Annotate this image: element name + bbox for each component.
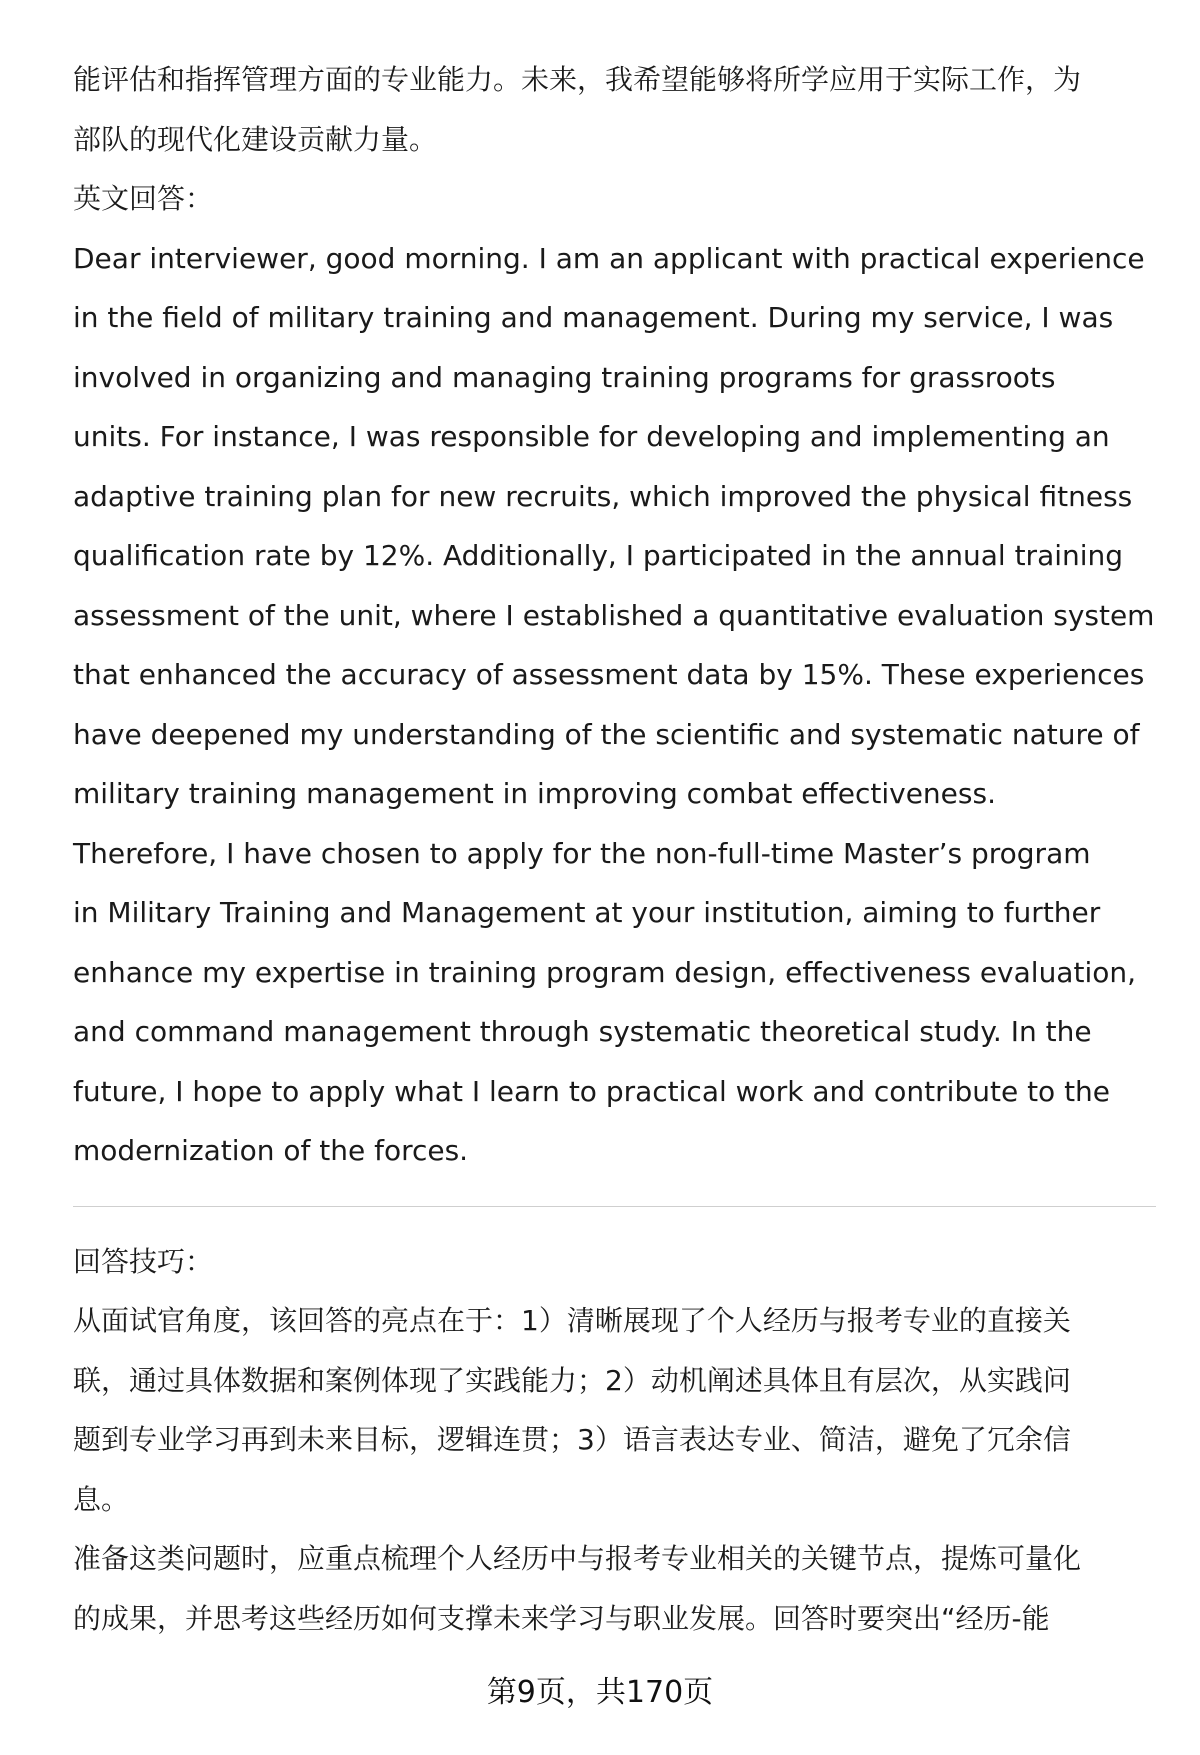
text-line: assessment of the unit, where I established a quantitative evaluation system <box>73 598 1155 632</box>
text-line: 的成果，并思考这些经历如何支撑未来学习与职业发展。回答时要突出“经历-能 <box>73 1601 1050 1635</box>
text-line: 准备这类问题时，应重点梳理个人经历中与报考专业相关的关键节点，提炼可量化 <box>73 1542 1082 1575</box>
page-number-footer: 第9页，共170页 <box>486 1675 714 1710</box>
text-line: in the field of military training and management. During my service, I was <box>73 301 1114 334</box>
section-heading: 英文回答： <box>73 182 214 215</box>
text-line: have deepened my understanding of the scientific and systematic nature of <box>73 717 1140 751</box>
text-line: adaptive training plan for new recruits, which improved the physical fitness <box>73 479 1133 513</box>
text-line: enhance my expertise in training program design, effectiveness evaluation, <box>73 955 1137 989</box>
english-answer-heading <box>73 169 1158 229</box>
text-line: 息。 <box>73 1482 130 1516</box>
chinese-answer-tail <box>73 50 1158 169</box>
text-line: Dear interviewer, good morning. I am an applicant with practical experience <box>73 241 1145 275</box>
text-line: 能评估和指挥管理方面的专业能力。未来，我希望能够将所学应用于实际工作，为 <box>73 63 1082 96</box>
english-answer-body <box>73 229 1158 1181</box>
section-heading: 回答技巧： <box>73 1244 214 1278</box>
text-line: involved in organizing and managing training programs for grassroots <box>73 360 1056 394</box>
text-line: that enhanced the accuracy of assessment data by 15%. These experiences <box>73 658 1145 691</box>
text-line: future, I hope to apply what I learn to practical work and contribute to the <box>73 1074 1111 1108</box>
text-line: Therefore, I have chosen to apply for the non-full-time Master’s program <box>73 836 1091 870</box>
text-line: military training management in improving combat effectiveness. <box>73 777 996 810</box>
text-line: 部队的现代化建设贡献力量。 <box>73 122 438 156</box>
text-line: qualification rate by 12%. Additionally, I participated in the annual training <box>73 539 1124 572</box>
text-line: and command management through systematic theoretical study. In the <box>73 1015 1092 1048</box>
text-line: 从面试官角度，该回答的亮点在于：1）清晰展现了个人经历与报考专业的直接关 <box>73 1304 1071 1337</box>
tips-body <box>73 1291 1158 1648</box>
page-content <box>73 50 1158 1648</box>
text-line: 联，通过具体数据和案例体现了实践能力；2）动机阐述具体且有层次，从实践问 <box>73 1363 1071 1397</box>
text-line: modernization of the forces. <box>73 1134 469 1167</box>
text-line: 题到专业学习再到未来目标，逻辑连贯；3）语言表达专业、简洁，避免了冗余信 <box>73 1423 1071 1456</box>
text-line: in Military Training and Management at your institution, aiming to further <box>73 896 1101 929</box>
text-line: units. For instance, I was responsible for developing and implementing an <box>73 420 1110 453</box>
tips-heading <box>73 1232 1158 1292</box>
section-divider <box>73 1206 1156 1207</box>
